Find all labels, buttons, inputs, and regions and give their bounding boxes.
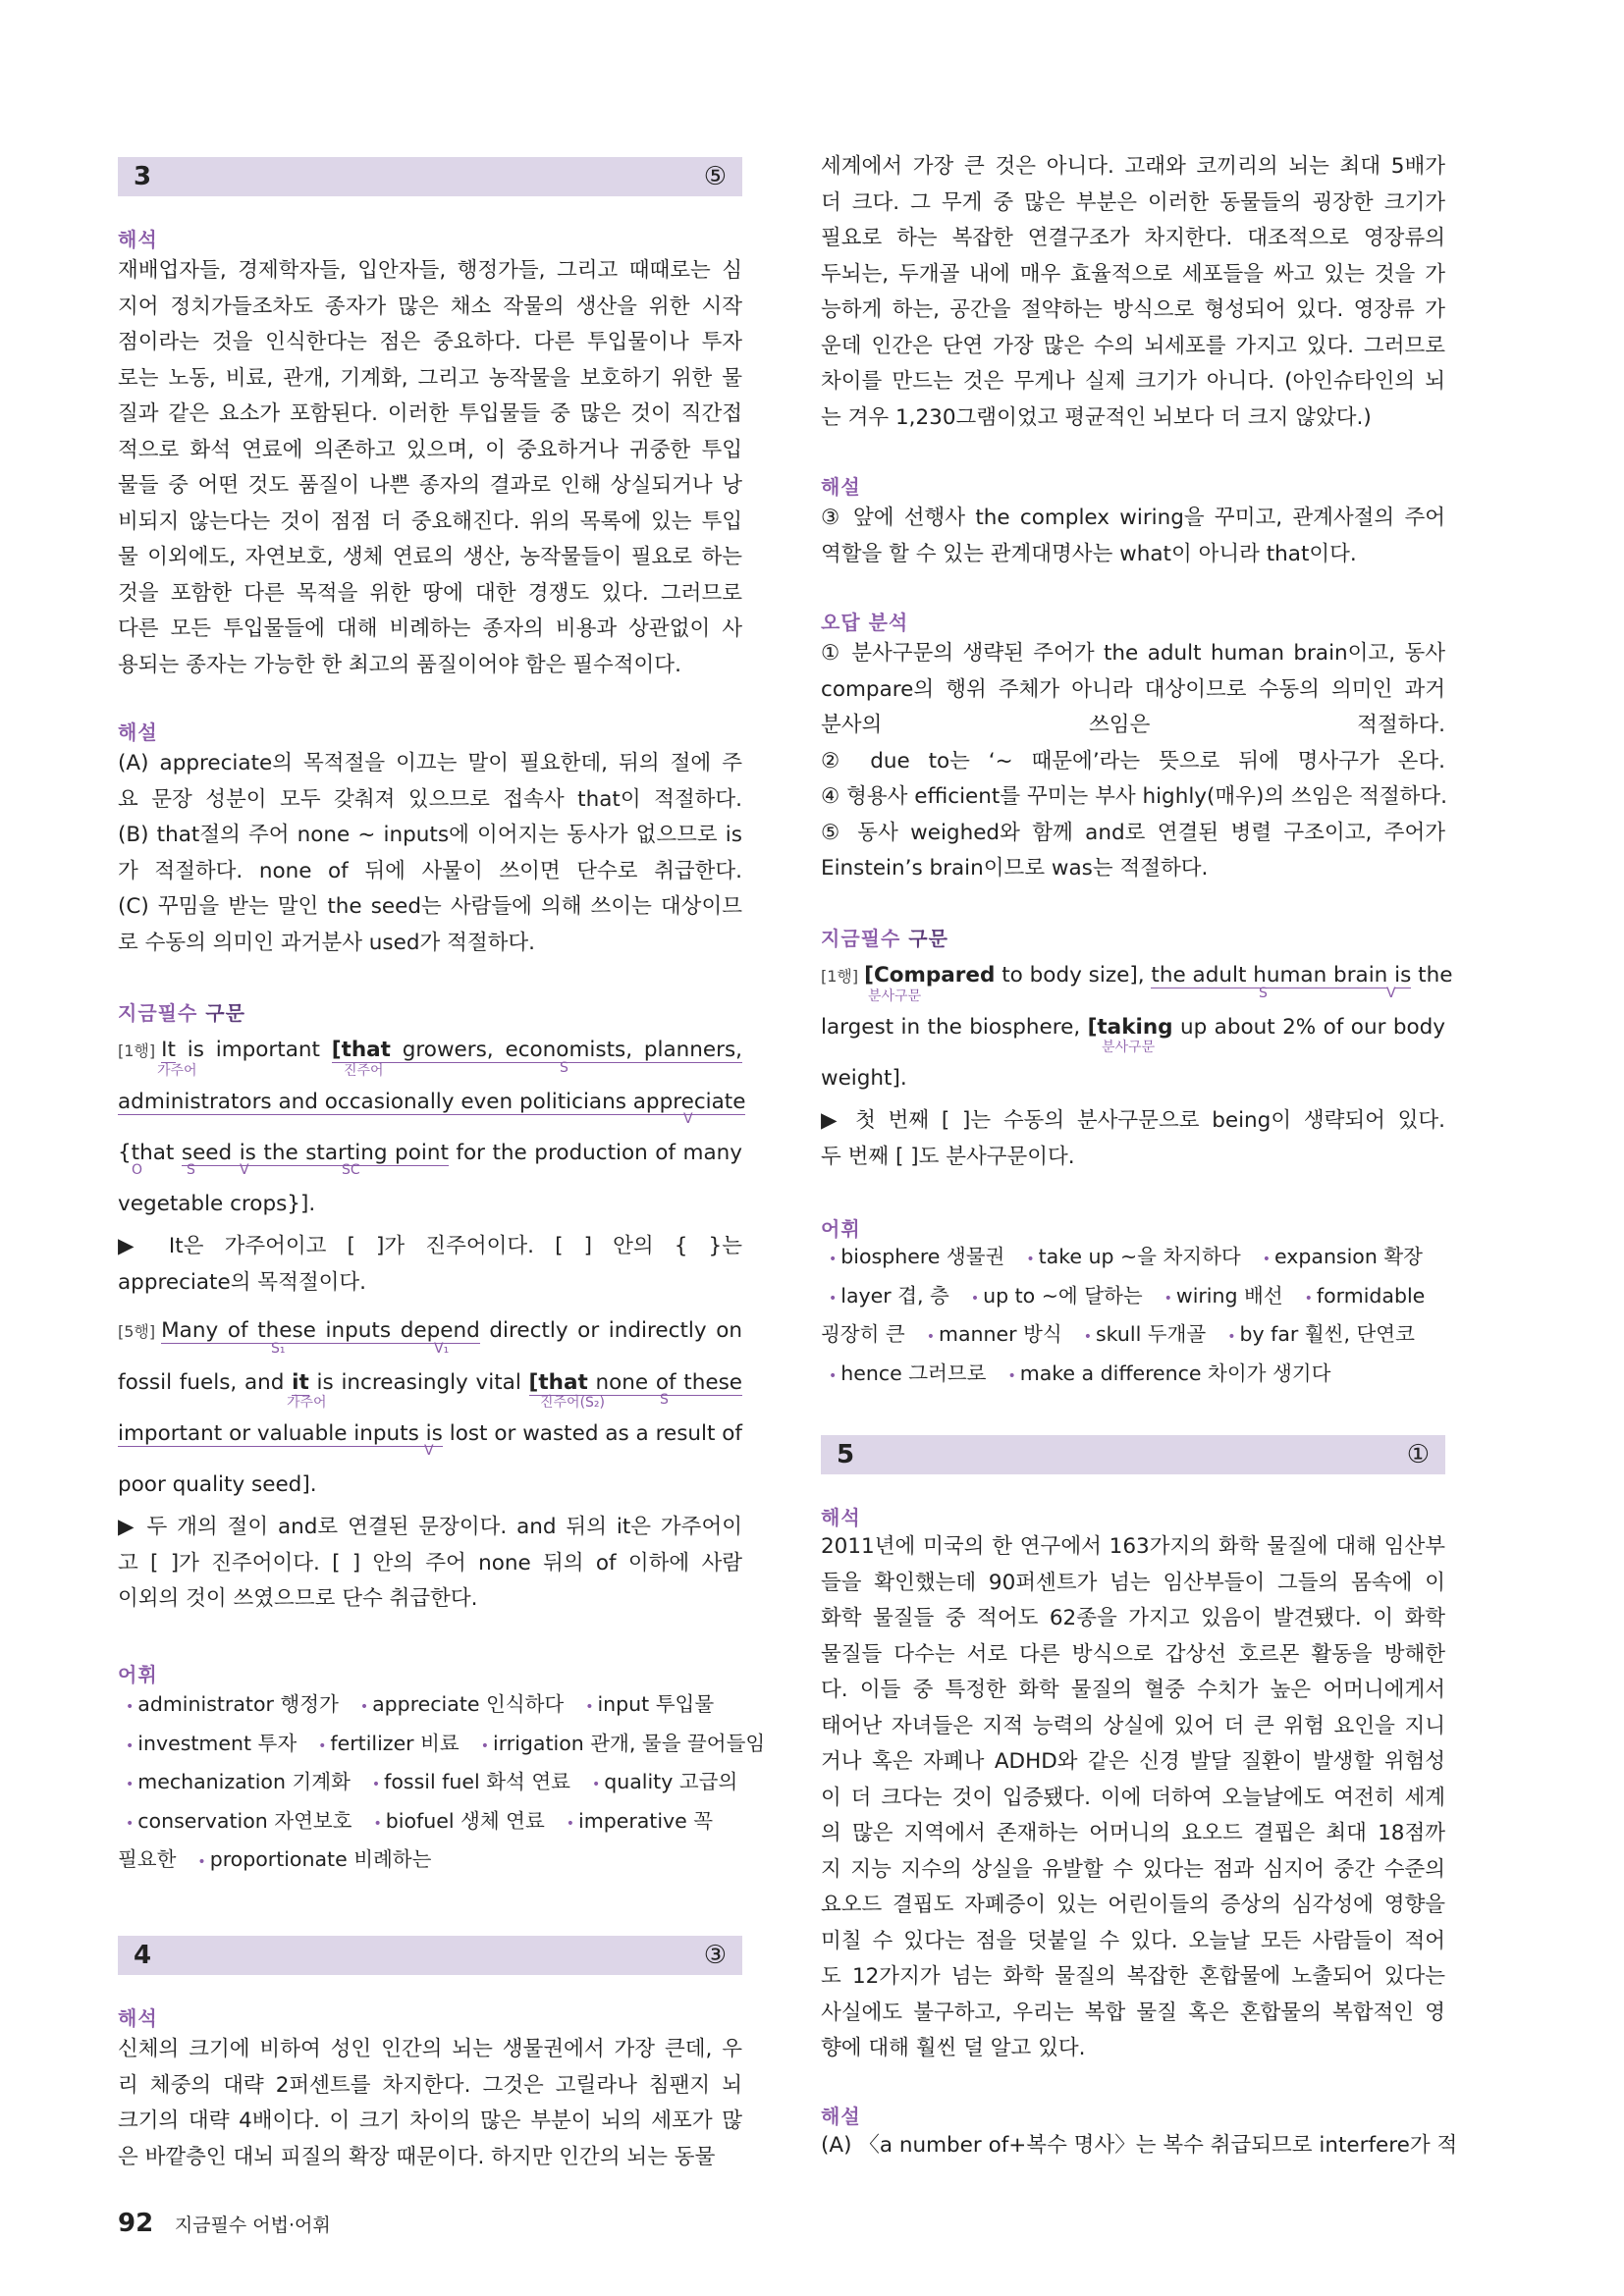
- heading-strong: 지금필수: [821, 927, 901, 950]
- question-4-header: [118, 1936, 742, 1975]
- grammar-label: 진주어(S₂): [540, 1395, 605, 1411]
- text-line: 물질들 다수는 서로 다른 방식으로 갑상선 호르몬 활동을 방해한: [821, 1641, 1445, 1667]
- token: is increasingly vital: [308, 1370, 529, 1395]
- vocab-row: [118, 1803, 742, 1842]
- bullet-icon: •: [829, 1290, 838, 1307]
- section-heading-translation: 해석: [118, 228, 158, 251]
- text-line: 질과 같은 요소가 포함된다. 이러한 투입물들 중 많은 것이 직간접: [118, 401, 742, 426]
- text-line: (A) 〈a number of+복수 명사〉는 복수 취급되므로 interfere가 적: [821, 2133, 1458, 2158]
- text-line: 다. 이들 중 특정한 화학 물질의 혈중 수치가 높은 어머니에게서: [821, 1678, 1445, 1702]
- vocab-item: administrator 행정가: [137, 1692, 339, 1716]
- syntax-note-1: [118, 1229, 742, 1301]
- vocab-list: [821, 1239, 1445, 1394]
- vocab-item: layer 겹, 층: [840, 1283, 949, 1308]
- token: none of these: [587, 1370, 742, 1395]
- token: up about 2% of our body: [1172, 1015, 1445, 1040]
- token: weight].: [821, 1066, 907, 1091]
- vocab-item: wiring 배선: [1175, 1283, 1283, 1308]
- page-footer: [118, 2209, 331, 2238]
- section-heading-translation: 해석: [118, 2006, 158, 2030]
- vocab-row: [821, 1356, 1445, 1395]
- text-line: 물들 중 어떤 것도 품질이 나쁜 종자의 결과로 인해 상실되거나 낭: [118, 473, 742, 498]
- bullet-icon: •: [1227, 1329, 1236, 1345]
- text-line: 거나 혹은 자폐나 ADHD와 같은 신경 발달 질환이 발생할 위험성: [821, 1749, 1445, 1774]
- vocab-item: up to ~에 달하는: [983, 1283, 1143, 1308]
- vocab-item: input 투입물: [597, 1692, 715, 1716]
- bullet-icon: •: [1026, 1252, 1035, 1267]
- text-line: 로 수동의 의미인 과거분사 used가 적절하다.: [118, 930, 536, 955]
- token: [Compared: [864, 963, 996, 988]
- text-line: ▶ 두 개의 절이 and로 연결된 문장이다. and 뒤의 it은 가주어이: [118, 1515, 742, 1539]
- grammar-label: 가주어: [287, 1395, 327, 1411]
- vocab-row: [821, 1239, 1445, 1278]
- token: poor quality seed].: [118, 1472, 317, 1497]
- text-line: 비되지 않는다는 것이 점점 더 중요해진다. 위의 목록에 있는 투입: [118, 508, 742, 534]
- bullet-icon: •: [829, 1367, 838, 1384]
- answer-mark: ③: [703, 1941, 727, 1970]
- vocab-item: 필요한: [118, 1847, 177, 1871]
- syntax-sentence-2: [118, 1306, 742, 1511]
- bullet-icon: •: [318, 1737, 327, 1754]
- vocab-item: biosphere 생물권: [840, 1245, 1005, 1268]
- grammar-label: V: [1386, 986, 1396, 1001]
- token: directly or indirectly on: [479, 1318, 742, 1343]
- text-line: 로는 노동, 비료, 관개, 기계화, 그리고 농작물을 보호하기 위한 물: [118, 365, 742, 391]
- text-line: 고 [ ]가 진주어이다. [ ] 안의 주어 none 뒤의 of 이하에 사람: [118, 1550, 742, 1575]
- vocab-item: 굉장히 큰: [821, 1322, 905, 1346]
- explanation-paragraph: [821, 501, 1445, 572]
- syntax-sentence-1: [821, 950, 1453, 1104]
- grammar-label: V: [424, 1443, 434, 1459]
- text-line: ③ 앞에 선행사 the complex wiring을 꾸미고, 관계사절의 주어: [821, 506, 1445, 530]
- vocab-row: [118, 1842, 742, 1881]
- question-number: 3: [134, 162, 152, 191]
- text-line: 향에 대해 훨씬 덜 알고 있다.: [821, 2036, 1086, 2060]
- vocab-row: [118, 1726, 766, 1765]
- answer-mark: ⑤: [703, 162, 727, 191]
- token: administrators and occasionally even politicians: [118, 1090, 626, 1114]
- bullet-icon: •: [1164, 1290, 1172, 1307]
- text-line: appreciate의 목적절이다.: [118, 1269, 366, 1295]
- bullet-icon: •: [126, 1737, 135, 1754]
- text-line: (C) 꾸밈을 받는 말인 the seed는 사람들에 의해 쓰이는 대상이므: [118, 894, 742, 919]
- text-line: 들을 확인했는데 90퍼센트가 넘는 임산부들이 그들의 몸속에 이: [821, 1570, 1445, 1595]
- section-heading-syntax: [821, 923, 948, 951]
- vocab-item: quality 고급의: [604, 1770, 738, 1793]
- token: growers, economists, planners,: [390, 1038, 742, 1062]
- syntax-sentence-1: [118, 1025, 746, 1230]
- text-line: 는 겨우 1,230그램이었고 평균적인 뇌보다 더 크지 않았다.): [821, 404, 1372, 430]
- bullet-icon: •: [126, 1815, 135, 1832]
- vocab-item: mechanization 기계화: [137, 1770, 351, 1793]
- text-line: 두뇌는, 두개골 내에 매우 효율적으로 세포들을 싸고 있는 것을 가: [821, 261, 1445, 287]
- question-3-header: [118, 157, 742, 196]
- grammar-label: V: [240, 1162, 249, 1178]
- heading-light: 구문: [908, 927, 948, 950]
- vocab-item: fossil fuel 화석 연료: [384, 1770, 570, 1793]
- bullet-icon: •: [585, 1699, 594, 1715]
- bullet-icon: •: [591, 1777, 601, 1792]
- token: largest in the biosphere,: [821, 1015, 1088, 1040]
- token: the adult human brain: [1151, 963, 1388, 988]
- bullet-icon: •: [126, 1699, 135, 1715]
- vocab-item: irrigation 관개, 물을 끌어들임: [493, 1731, 766, 1755]
- vocab-row: [821, 1278, 1445, 1317]
- heading-light: 구문: [205, 1001, 245, 1025]
- token: to body size]: [995, 963, 1138, 988]
- grammar-label: S₁: [271, 1341, 286, 1357]
- grammar-label: S: [560, 1060, 568, 1076]
- text-line: (A) appreciate의 목적절을 이끄는 말이 필요한데, 뒤의 절에 주: [118, 751, 742, 775]
- text-line: 다른 모든 투입물들에 대해 비례하는 종자의 비용과 상관없이 사: [118, 616, 742, 641]
- text-line: 물 이외에도, 자연보호, 생체 연료의 생산, 농작물들이 필요로 하는: [118, 545, 742, 569]
- grammar-label: S: [187, 1162, 195, 1178]
- line-tag: [1행]: [821, 967, 859, 986]
- section-heading-vocab: 어휘: [118, 1663, 158, 1686]
- translation-paragraph-cont: [821, 149, 1445, 436]
- text-line: compare의 행위 주체가 아니라 대상이므로 수동의 의미인 과거: [821, 676, 1445, 702]
- bullet-icon: •: [197, 1854, 206, 1870]
- question-number: 4: [134, 1941, 152, 1970]
- vocab-row: [118, 1686, 742, 1726]
- token: the: [1411, 963, 1453, 988]
- grammar-label: SC: [342, 1162, 360, 1178]
- text-line: 2011년에 미국의 한 연구에서 163가지의 화학 물질에 대해 임산부: [821, 1534, 1445, 1559]
- translation-paragraph: [821, 1529, 1445, 2067]
- text-line: 재배업자들, 경제학자들, 입안자들, 행정가들, 그리고 때때로는 심: [118, 258, 742, 283]
- token: lost or wasted as a result of: [442, 1421, 743, 1446]
- text-line: 점이라는 것을 인식한다는 점은 중요하다. 다른 투입물이나 투자: [118, 330, 742, 354]
- bullet-icon: •: [1304, 1290, 1313, 1307]
- text-line: 두 번째 [ ]도 분사구문이다.: [821, 1144, 1075, 1169]
- vocab-item: make a difference 차이가 생기다: [1019, 1361, 1331, 1385]
- heading-strong: 지금필수: [118, 1001, 198, 1025]
- text-line: ⑤ 동사 weighed와 함께 and로 연결된 병렬 구조이고, 주어가: [821, 820, 1445, 845]
- token: depend: [391, 1318, 480, 1343]
- text-line: 분사의 쓰임은 적절하다.: [821, 713, 1445, 737]
- token: is: [232, 1141, 264, 1165]
- bullet-icon: •: [829, 1252, 838, 1267]
- text-line: ▶ It은 가주어이고 [ ]가 진주어이다. [ ] 안의 { }는: [118, 1234, 742, 1258]
- text-line: 요오드 결핍도 자폐증이 있는 어린이들의 증상의 심각성에 영향을: [821, 1893, 1445, 1917]
- bullet-icon: •: [566, 1815, 575, 1832]
- text-line: 필요로 하는 복잡한 연결구조가 차지한다. 대조적으로 영장류의: [821, 226, 1445, 250]
- question-5-header: [821, 1435, 1445, 1474]
- vocab-item: investment 투자: [137, 1731, 298, 1755]
- text-line: 미칠 수 있다는 점을 덧붙일 수 있다. 오늘날 모든 사람들이 적어: [821, 1928, 1445, 1953]
- grammar-label: V: [683, 1111, 693, 1127]
- section-heading-explanation: 해설: [118, 721, 158, 744]
- vocab-row: [118, 1764, 742, 1803]
- book-title: 지금필수 어법·어휘: [174, 2215, 331, 2236]
- grammar-label: S: [1259, 986, 1268, 1001]
- text-line: 크기의 대략 4배이다. 이 크기 차이의 많은 부분이 뇌의 세포가 많: [118, 2109, 742, 2133]
- section-heading-explanation: 해설: [821, 2105, 861, 2128]
- token: [that: [528, 1370, 588, 1395]
- text-line: 역할을 할 수 있는 관계대명사는 what이 아니라 that이다.: [821, 541, 1357, 566]
- syntax-note-2: [118, 1510, 742, 1618]
- text-line: 용되는 종자는 가능한 한 최고의 품질이어야 함은 필수적이다.: [118, 652, 681, 677]
- bullet-icon: •: [1083, 1329, 1092, 1345]
- vocab-item: expansion 확장: [1273, 1245, 1423, 1268]
- grammar-label: S: [660, 1392, 669, 1408]
- section-heading-explanation: 해설: [821, 475, 861, 499]
- grammar-label: 분사구문: [868, 988, 922, 1004]
- text-line: 리 체중의 대략 2퍼센트를 차지한다. 그것은 고릴라나 침팬지 뇌: [118, 2072, 742, 2098]
- question-number: 5: [837, 1440, 855, 1469]
- bullet-icon: •: [970, 1290, 980, 1307]
- vocab-item: imperative 꼭: [578, 1808, 714, 1833]
- token: ,: [1137, 963, 1152, 988]
- answer-mark: ①: [1406, 1440, 1430, 1469]
- grammar-label: 진주어: [344, 1063, 384, 1079]
- text-line: 지어 정치가들조차도 종자가 많은 채소 작물의 생산을 위한 시작: [118, 294, 742, 319]
- bullet-icon: •: [126, 1777, 135, 1792]
- token: vegetable crops}].: [118, 1192, 316, 1216]
- text-line: ② due to는 ‘~ 때문에’라는 뜻으로 뒤에 명사구가 온다.: [821, 748, 1445, 774]
- text-line: 요 문장 성분이 모두 갖춰져 있으므로 접속사 that이 적절하다.: [118, 786, 742, 812]
- bullet-icon: •: [373, 1815, 382, 1832]
- vocab-item: skull 두개골: [1095, 1322, 1207, 1346]
- grammar-label: 분사구문: [1102, 1040, 1156, 1055]
- text-line: 더 크다. 그 무게 중 많은 부분은 이러한 동물들의 굉장한 크기가: [821, 189, 1445, 215]
- text-line: 것을 포함한 다른 목적을 위한 땅에 대한 경쟁도 있다. 그러므로: [118, 580, 742, 606]
- vocab-item: manner 방식: [939, 1322, 1062, 1346]
- vocab-item: fertilizer 비료: [330, 1731, 460, 1755]
- text-line: 능하게 하는, 공간을 절약하는 방식으로 형성되어 있다. 영장류 가: [821, 297, 1445, 322]
- syntax-note: [821, 1103, 1445, 1175]
- text-line: 도 12가지가 넘는 화학 물질의 복잡한 혼합물에 노출되어 있다는: [821, 1964, 1445, 1989]
- token: it: [292, 1370, 309, 1395]
- vocab-item: proportionate 비례하는: [209, 1847, 432, 1871]
- section-heading-wrong-analysis: 오답 분석: [821, 611, 909, 634]
- grammar-label: V₁: [434, 1341, 450, 1357]
- vocab-item: biofuel 생체 연료: [385, 1808, 545, 1833]
- text-line: ① 분사구문의 생략된 주어가 the adult human brain이고, 동사: [821, 641, 1445, 666]
- bullet-icon: •: [1262, 1252, 1271, 1267]
- text-line: (B) that절의 주어 none ~ inputs에 이어지는 동사가 없으므로 is: [118, 823, 742, 847]
- grammar-label: O: [132, 1162, 143, 1178]
- grammar-label: 가주어: [157, 1063, 197, 1079]
- token: It: [161, 1038, 176, 1062]
- text-line: 적으로 화석 연료에 의존하고 있으며, 이 중요하거나 귀중한 투입: [118, 437, 742, 462]
- wrong-analysis-paragraph: [821, 636, 1445, 887]
- text-line: 은 바깥층인 대뇌 피질의 확장 때문이다. 하지만 인간의 뇌는 동물: [118, 2144, 716, 2169]
- token: important or valuable inputs: [118, 1421, 419, 1446]
- token: [that: [331, 1038, 391, 1062]
- text-line: ▶ 첫 번째 [ ]는 수동의 분사구문으로 being이 생략되어 있다.: [821, 1108, 1445, 1133]
- section-heading-syntax: [118, 997, 245, 1026]
- bullet-icon: •: [480, 1737, 489, 1754]
- text-line: 사실에도 불구하고, 우리는 복합 물질 혹은 혼합물의 복합적인 영: [821, 2000, 1445, 2025]
- text-line: 이 더 크다는 것이 입증됐다. 이에 더하여 오늘날에도 여전히 세계: [821, 1785, 1445, 1810]
- section-heading-vocab: 어휘: [821, 1217, 861, 1241]
- translation-paragraph: [118, 253, 742, 683]
- token: Many of these inputs: [161, 1318, 392, 1343]
- bullet-icon: •: [1007, 1367, 1016, 1384]
- token: [taking: [1087, 1015, 1173, 1040]
- text-line: 지 지능 지수의 상실을 유발할 수 있다는 점과 심지어 중간 수준의: [821, 1856, 1445, 1882]
- token: seed: [181, 1141, 233, 1165]
- text-line: 화학 물질들 중 적어도 62종을 가지고 있음이 발견됐다. 이 화학: [821, 1606, 1445, 1630]
- text-line: 세계에서 가장 큰 것은 아니다. 고래와 코끼리의 뇌는 최대 5배가: [821, 154, 1445, 179]
- text-line: 의 많은 지역에서 존재하는 어머니의 요오드 결핍은 최대 18점까: [821, 1821, 1445, 1845]
- token: for the production of many: [448, 1141, 742, 1165]
- page-number: 92: [118, 2209, 154, 2238]
- vocab-item: hence 그러므로: [840, 1361, 987, 1385]
- token: is: [418, 1421, 443, 1446]
- vocab-item: by far 훨씬, 단연코: [1239, 1322, 1415, 1346]
- text-line: 신체의 크기에 비하여 성인 인간의 뇌는 생물권에서 가장 큰데, 우: [118, 2037, 742, 2061]
- translation-paragraph: [118, 2032, 742, 2175]
- text-line: 가 적절하다. none of 뒤에 사물이 쓰이면 단수로 취급한다.: [118, 858, 742, 883]
- text-line: 운데 인간은 단연 가장 많은 수의 뇌세포를 가지고 있다. 그러므로: [821, 333, 1445, 358]
- vocab-item: conservation 자연보호: [137, 1808, 352, 1833]
- text-line: Einstein’s brain이므로 was는 적절하다.: [821, 856, 1209, 881]
- bullet-icon: •: [926, 1329, 935, 1345]
- line-tag: [1행]: [118, 1041, 156, 1060]
- vocab-item: formidable: [1316, 1283, 1426, 1308]
- text-line: 차이를 만드는 것은 무게나 실제 크기가 아니다. (아인슈타인의 뇌: [821, 369, 1445, 394]
- vocab-item: take up ~을 차지하다: [1038, 1245, 1241, 1268]
- token: is: [1394, 963, 1412, 988]
- bullet-icon: •: [359, 1699, 369, 1715]
- vocab-list: [118, 1686, 766, 1881]
- text-line: 태어난 자녀들은 지적 능력의 상실에 있어 더 큰 위험 요인을 지니: [821, 1713, 1445, 1738]
- token: the starting point: [263, 1141, 449, 1165]
- explanation-paragraph: [821, 2128, 1458, 2164]
- text-line: 이외의 것이 쓰였으므로 단수 취급한다.: [118, 1586, 478, 1611]
- vocab-item: appreciate 인식하다: [372, 1692, 565, 1716]
- text-line: ④ 형용사 efficient를 꾸미는 부사 highly(매우)의 쓰임은 적절하다.: [821, 784, 1447, 809]
- bullet-icon: •: [371, 1777, 381, 1792]
- token: is important: [175, 1038, 332, 1062]
- vocab-row: [821, 1316, 1445, 1356]
- explanation-paragraph: [118, 746, 742, 961]
- line-tag: [5행]: [118, 1322, 156, 1341]
- token: fossil fuels, and: [118, 1370, 293, 1395]
- section-heading-translation: 해석: [821, 1506, 861, 1529]
- token: {that: [118, 1141, 182, 1165]
- token: appreciate: [625, 1090, 746, 1114]
